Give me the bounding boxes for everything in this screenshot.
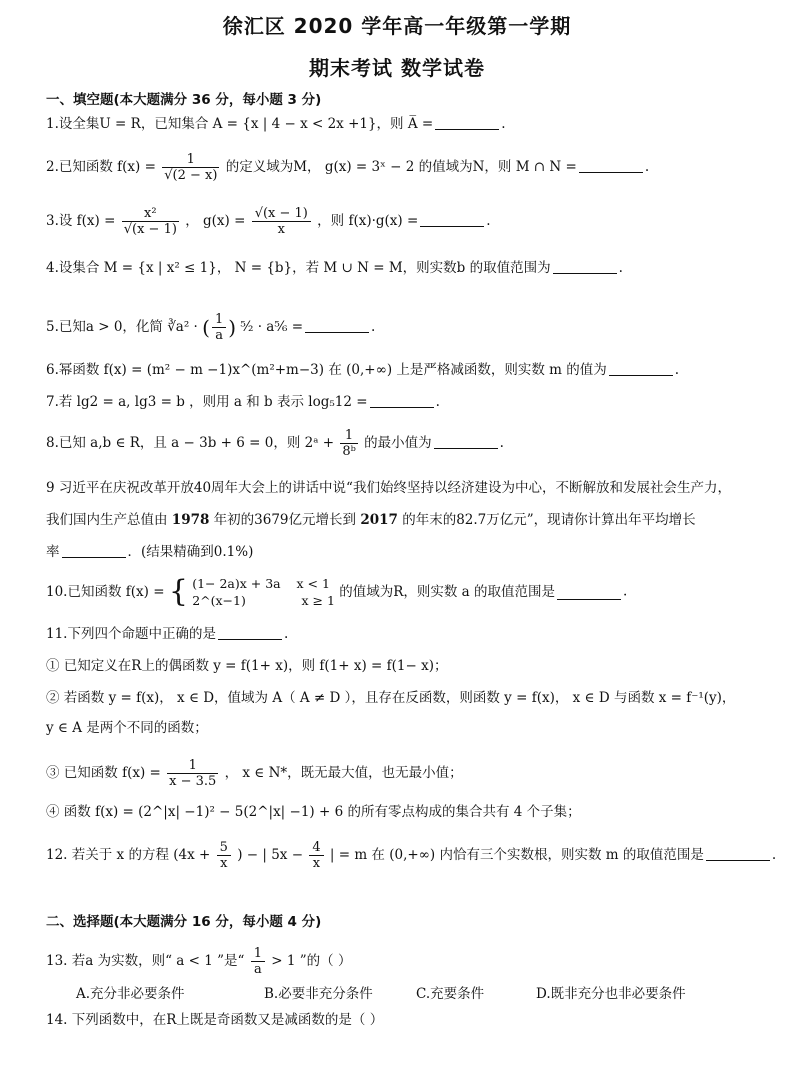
- question-9-text-d: 率: [46, 544, 60, 560]
- question-5: 5.已知a > 0，化简 ∛a² · ( $\frac{1}{a}$ ) ⁵⁄₂ · a⁵⁄₆ = .: [46, 312, 376, 343]
- exam-title-line1: 徐汇区 2020 学年高一年级第一学期: [222, 14, 572, 38]
- question-9-text-b: 年初的3679亿元增长到: [209, 512, 361, 528]
- question-4: 4.设集合 M = {x | x² ≤ 1}， N = {b}，若 M ∪ N = M，则实数b 的取值范围为 .: [46, 260, 623, 276]
- question-12: 12. 若关于 x 的方程 (4x + $\frac{5}{x}$ ) − | 5x − $\frac{4}{x}$ | = m 在 (0,+∞) 内恰有三个实数根，则实数 m 的取值范围是 .: [46, 840, 777, 871]
- question-9-text-e: ．(结果精确到0.1%): [127, 544, 254, 560]
- fraction-denominator: 8ᵇ: [342, 444, 356, 459]
- answer-blank: [553, 259, 617, 274]
- question-9-year-start: 1978: [171, 512, 210, 528]
- option-d: D.既非充分也非必要条件: [536, 986, 686, 1002]
- question-12-fraction-2: [309, 840, 323, 871]
- fraction-denominator: a: [253, 962, 262, 977]
- question-2: 2.已知函数 f(x) = $\frac{1}{√(2 - x)}$ 的定义域为M， g(x) = 3ˣ − 2 的值域为N，则 M ∩ N = .: [46, 152, 650, 183]
- fraction-denominator: x: [312, 856, 321, 871]
- fraction-numerator: 1: [251, 946, 265, 962]
- question-12-text-mid: ) − | 5x −: [237, 847, 304, 863]
- question-6: 6.幂函数 f(x) = (m² − m −1)x^(m²+m−3) 在 (0,+∞) 上是严格减函数，则实数 m 的值为 .: [46, 362, 680, 378]
- question-13: [46, 946, 754, 977]
- section-fill-in: 一、填空题(本大题满分 36 分，每小题 3 分): [46, 92, 322, 108]
- question-6-text: 6.幂函数 f(x) = (m² − m −1)x^(m²+m−3) 在 (0,+∞) 上是严格减函数，则实数 m 的值为: [46, 362, 607, 378]
- statement-1: ① 已知定义在R上的偶函数 y = f(1+ x)，则 f(1+ x) = f(1− x)；: [46, 658, 448, 674]
- fraction-denominator: √(2 − x): [164, 168, 218, 183]
- piecewise-brace: {: [168, 574, 188, 609]
- answer-blank: [435, 115, 499, 130]
- question-4-text: 4.设集合 M = {x | x² ≤ 1}， N = {b}，若 M ∪ N = M，则实数b 的取值范围为: [46, 260, 551, 276]
- option-a: A.充分非必要条件: [76, 986, 185, 1002]
- question-10-text-a: 10.已知函数 f(x) =: [46, 584, 165, 600]
- statement-4: ④ 函数 f(x) = (2^|x| −1)² − 5(2^|x| −1) + 6 的所有零点构成的集合共有 4 个子集；: [46, 804, 581, 820]
- option-c: C.充要条件: [416, 986, 485, 1002]
- paren-close: ): [228, 315, 237, 340]
- exam-title-line2: 期末考试 数学试卷: [309, 56, 485, 80]
- question-11: 11.下列四个命题中正确的是 .: [46, 626, 289, 642]
- question-12-fraction-1: [217, 840, 231, 871]
- question-3-text-a: 3.设 f(x) =: [46, 213, 116, 229]
- question-3-fraction-g: [252, 206, 311, 237]
- question-9-line-3: [46, 542, 754, 562]
- fraction-denominator: x − 3.5: [169, 774, 217, 789]
- question-5-text-b: ⁵⁄₂ · a⁵⁄₆ =: [240, 319, 304, 335]
- question-5-text-a: 5.已知a > 0，化简 ∛a² ·: [46, 319, 198, 335]
- statement-3-text-a: ③ 已知函数 f(x) =: [46, 765, 161, 781]
- question-7: 7.若 lg2 = a, lg3 = b ，则用 a 和 b 表示 log₅12 = .: [46, 394, 440, 410]
- question-1-text: 1.设全集U = R，已知集合 A = {x | 4 − x < 2x +1}，则 A̅ =: [46, 116, 434, 132]
- question-3-text-mid: ， g(x) =: [185, 213, 246, 229]
- answer-blank: [434, 434, 498, 449]
- question-9-year-end: 2017: [360, 512, 398, 528]
- fraction-numerator: 5: [217, 840, 231, 856]
- answer-blank: [579, 158, 643, 173]
- answer-blank: [706, 846, 770, 861]
- question-5-fraction: [212, 312, 226, 343]
- question-9-line-2: [46, 510, 754, 530]
- fraction-numerator: 1: [162, 152, 219, 168]
- section-multiple-choice: 二、选择题(本大题满分 16 分，每小题 4 分): [46, 914, 322, 930]
- question-14: 14. 下列函数中，在R上既是奇函数又是减函数的是（ ）: [46, 1012, 384, 1028]
- piecewise-case-1: (1− 2a)x + 3a x < 1: [192, 576, 330, 591]
- answer-blank: [609, 361, 673, 376]
- option-b: B.必要非充分条件: [264, 986, 373, 1002]
- answer-blank: [218, 625, 282, 640]
- question-2-text-b: 的定义域为M， g(x) = 3ˣ − 2 的值域为N，则 M ∩ N =: [225, 159, 577, 175]
- question-11-text: 11.下列四个命题中正确的是: [46, 626, 216, 642]
- question-9-line-1: 9 习近平在庆祝改革开放40周年大会上的讲话中说“我们始终坚持以经济建设为中心，不断解放和发展社会生产力，: [46, 480, 731, 496]
- fraction-denominator: x: [220, 856, 228, 871]
- answer-blank: [557, 585, 621, 600]
- question-2-text-a: 2.已知函数 f(x) =: [46, 159, 156, 175]
- question-3-fraction-f: [122, 206, 179, 237]
- question-10: 10.已知函数 f(x) = { (1− 2a)x + 3a x < 1 2^(x−1) x ≥ 1 的值域为R，则实数 a 的取值范围是 .: [46, 574, 628, 609]
- question-12-text-a: 12. 若关于 x 的方程 (4x +: [46, 847, 211, 863]
- fraction-numerator: 1: [212, 312, 226, 328]
- question-7-text: 7.若 lg2 = a, lg3 = b ，则用 a 和 b 表示 log₅12 =: [46, 394, 368, 410]
- answer-blank: [370, 393, 434, 408]
- fraction-numerator: 1: [340, 428, 357, 444]
- fraction-numerator: √(x − 1): [252, 206, 311, 222]
- question-3: 3.设 f(x) = $\frac{\text{x²}}{√(x - 1)}$ ， g(x) = $\frac{√(x - 1)}{x}$ ，则 f(x)·g(x) = .: [46, 206, 491, 237]
- answer-blank: [62, 543, 126, 558]
- question-12-text-b: | = m 在 (0,+∞) 内恰有三个实数根，则实数 m 的取值范围是: [329, 847, 704, 863]
- statement-2-line-1: ② 若函数 y = f(x)， x ∈ D，值域为 A（ A ≠ D ），且存在反函数，则函数 y = f(x)， x ∈ D 与函数 x = f⁻¹(y)，: [46, 690, 736, 706]
- statement-3-fraction: [167, 758, 218, 789]
- fraction-denominator: x: [277, 222, 285, 237]
- statement-3-text-b: ， x ∈ N*，既无最大值，也无最小值；: [224, 765, 463, 781]
- statement-2-line-2: y ∈ A 是两个不同的函数；: [46, 720, 208, 736]
- question-10-text-b: 的值域为R，则实数 a 的取值范围是: [339, 584, 556, 600]
- paren-open: (: [202, 315, 210, 340]
- question-1: 1.设全集U = R，已知集合 A = {x | 4 − x < 2x +1}，则 A̅ = .: [46, 116, 506, 132]
- question-13-text-a: 13. 若a 为实数，则“ a < 1 ”是“: [46, 953, 245, 969]
- question-8-fraction: [340, 428, 357, 459]
- question-9-text-a: 我们国内生产总值由: [46, 512, 172, 528]
- question-2-fraction: [162, 152, 219, 183]
- fraction-denominator: √(x − 1): [123, 222, 177, 237]
- answer-blank: [305, 318, 369, 333]
- question-3-text-b: ，则 f(x)·g(x) =: [317, 213, 419, 229]
- question-8-text-a: 8.已知 a,b ∈ R，且 a − 3b + 6 = 0，则 2ᵃ +: [46, 435, 335, 451]
- piecewise-case-2: 2^(x−1) x ≥ 1: [192, 593, 335, 608]
- statement-3: [46, 758, 754, 789]
- question-13-fraction: [251, 946, 265, 977]
- answer-blank: [420, 212, 484, 227]
- fraction-numerator: 1: [167, 758, 218, 774]
- question-13-text-b: > 1 ”的（ ）: [271, 953, 352, 969]
- question-8-text-b: 的最小值为: [364, 435, 432, 451]
- piecewise-cases: [192, 575, 335, 609]
- fraction-numerator: 4: [309, 840, 323, 856]
- question-8: 8.已知 a,b ∈ R，且 a − 3b + 6 = 0，则 2ᵃ + $\frac{1}{\text{8ᵇ}}$ 的最小值为 .: [46, 428, 504, 459]
- question-9-text-c: 的年末的82.7万亿元”，现请你计算出年平均增长: [397, 512, 696, 528]
- fraction-denominator: a: [215, 328, 223, 343]
- fraction-numerator: x²: [122, 206, 179, 222]
